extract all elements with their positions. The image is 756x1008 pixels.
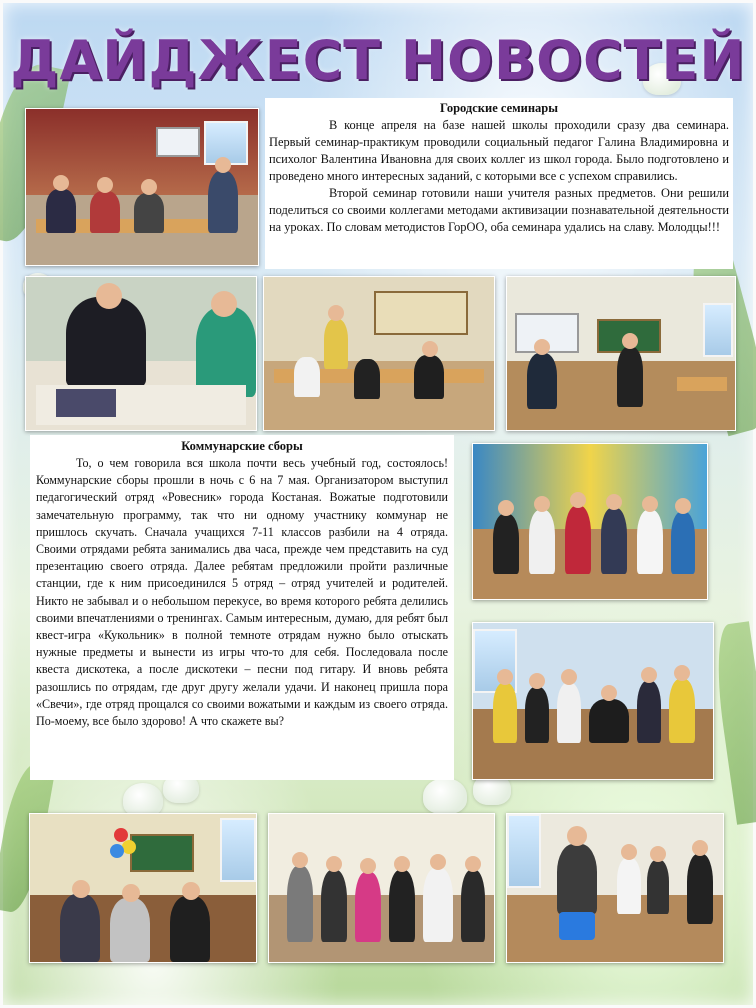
article-heading: Коммунарские сборы: [181, 439, 303, 453]
photo-gathering-train: [268, 813, 495, 963]
lily-bell-decoration: [423, 778, 467, 814]
photo-gathering-group: [472, 622, 714, 780]
article-paragraph: Второй семинар готовили наши учителя разных предметов. Они решили поделиться со своими коллегами методами активизации познавательной деятельности на уроках. По словам методистов ГорОО, оба семинара удались на славу. Молодцы!!!: [269, 186, 729, 234]
lily-bell-decoration: [123, 783, 163, 817]
page-title: ДАЙДЖЕСТ НОВОСТЕЙ: [10, 29, 746, 92]
photo-seminar-workshop: [25, 276, 257, 431]
photo-seminar-lesson: [263, 276, 495, 431]
article-city-seminars: [265, 98, 733, 269]
article-heading: Городские семинары: [439, 101, 559, 115]
article-paragraph: В конце апреля на базе нашей школы проходили сразу два семинара. Первый семинар-практикум проводили социальный педагог Галина Владимировна и психолог Валентина Ивановна для своих коллег из школ города. Было подготовлено и проведено много интересных заданий, с которыми все с успехом справились.: [269, 118, 729, 183]
photo-seminar-board: [506, 276, 736, 431]
photo-gathering-corridor: [506, 813, 724, 963]
photo-seminar-classroom: [25, 108, 259, 266]
article-communard-gathering: [30, 435, 454, 780]
photo-gathering-dance: [472, 443, 708, 600]
photo-gathering-balloons: [29, 813, 257, 963]
article-paragraph: То, о чем говорила вся школа почти весь учебный год, состоялось! Коммунарские сборы прошли в ночь с 6 на 7 мая. Организатором выступил педагогический отряд «Ровесник» города Костаная. Вожатые подготовили замечательную программу, так что ни одному участнику коммунар не пришлось скучать. Сначала учащихся 7-11 классов разбили на 4 отряда. Своими отрядами ребята занимались два часа, прежде чем представить на суд презентацию своего отряда. Далее ребятам предложили пройти различные станции, где к ним присоединился 5 отряд – отряд учителей и родителей. Никто не забывал и о небольшом перекусе, во время которого ребята делились своими впечатлениями о тренингах. Самым интересным, думаю, для ребят был квест-игра «Кукольник» в полной темноте отрядам нужно было отыскать нужные предметы и вынести из игры что-то для себя. Последовала после квеста дискотека, а после дискотеки – песни под гитару. И вновь ребята разошлись по отрядам, где друг другу желали удачи. И наконец пришла пора «Свечи», где отряд прощался со своими вожатыми и каждым из своего отряда. По-моему, все было здорово! А что скажете вы?: [36, 456, 448, 729]
leaf-decoration: [709, 621, 756, 825]
